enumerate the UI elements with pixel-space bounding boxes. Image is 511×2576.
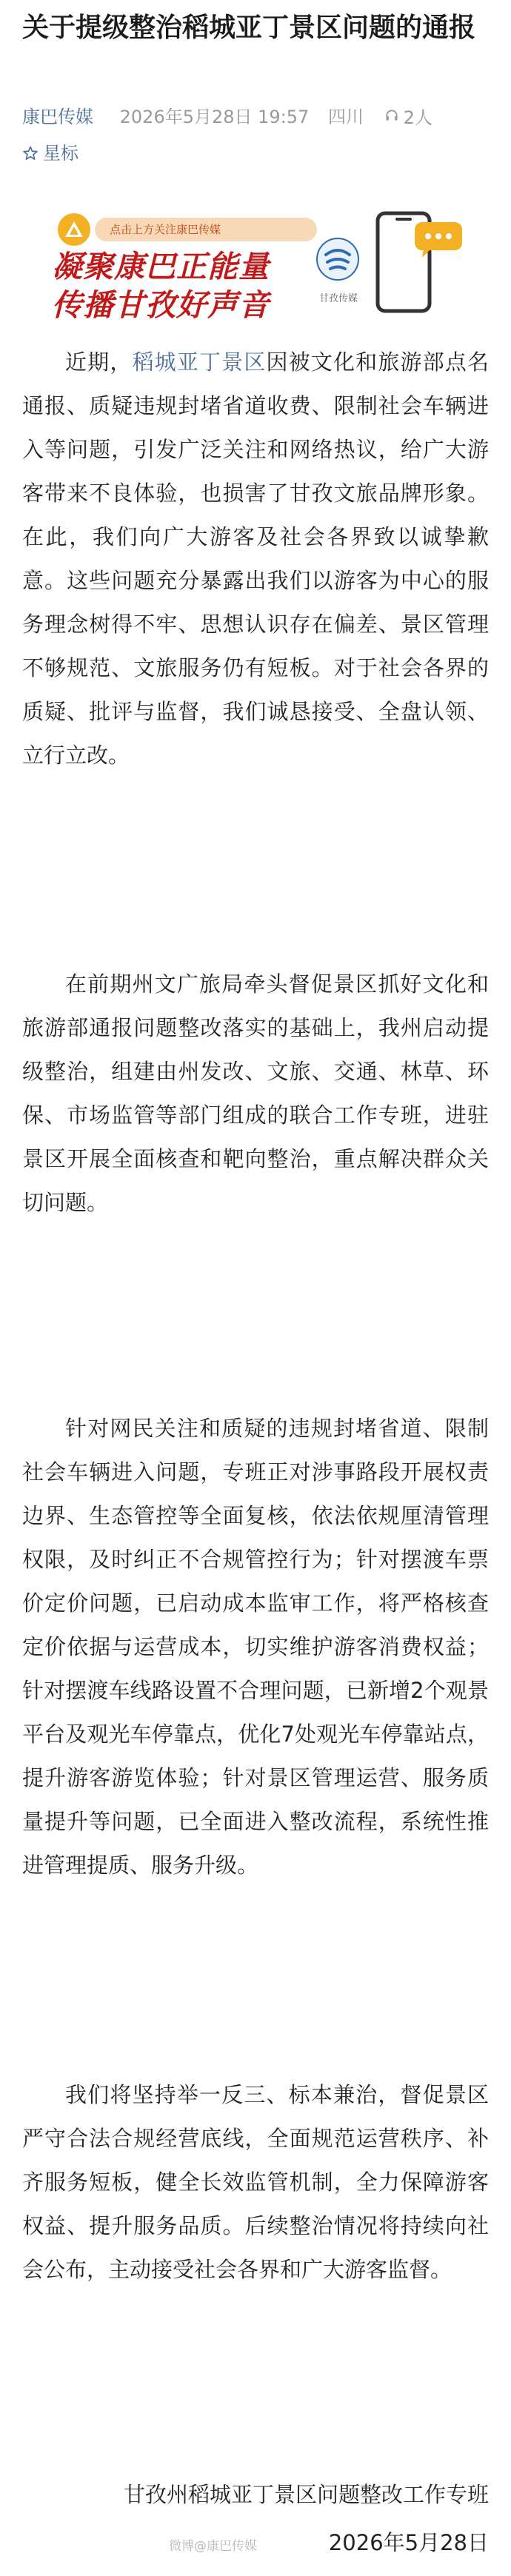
- headphone-icon: [384, 108, 399, 123]
- paragraph-3: 针对网民关注和质疑的违规封堵省道、限制社会车辆进入问题，专班正对涉事路段开展权责边界、生态管控等全面复核，依法依规厘清管理权限，及时纠正不合规管控行为；针对摆渡车票价定价问题，已启动成本监审工作，将严格核查定价依据与运营成本，切实维护游客消费权益；针对摆渡车线路设置不合理问题，已新增2个观景平台及观光车停靠点，优化7处观光车停靠站点，提升游客游览体验；针对景区管理运营、服务质量提升等问题，已全面进入整改流程，系统性推进管理提质、服务升级。: [22, 1416, 489, 1878]
- kangba-logo: [58, 213, 90, 246]
- follow-text: 点击上方关注康巴传媒: [110, 223, 221, 236]
- listen-count[interactable]: [384, 104, 432, 130]
- paragraph-2: 在前期州文广旅局牵头督促景区抓好文化和旅游部通报问题整改落实的基础上，我州启动提级整治，组建由州发改、文旅、交通、林草、环保、市场监管等部门组成的联合工作专班，进驻景区开展全面核查和靶向整治，重点解决群众关切问题。: [22, 971, 489, 1215]
- paragraph-1-rest: 因被文化和旅游部点名通报、质疑违规封堵省道收费、限制社会车辆进入等问题，引发广泛关注和网络热议，给广大游客带来不良体验，也损害了甘孜文旅品牌形象。在此，我们向广大游客及社会各界致以诚挚歉意。这些问题充分暴露出我们以游客为中心的服务理念树得不牢、思想认识存在偏差、景区管理不够规范、文旅服务仍有短板。对于社会各界的质疑、批评与监督，我们诚恳接受、全盘认领、立行立改。: [22, 349, 489, 768]
- paragraph-1-lead: 近期，: [65, 349, 133, 375]
- paragraph-1: [22, 341, 489, 777]
- publish-date: 2026年5月28日 19:57: [119, 107, 310, 127]
- article-meta: [22, 104, 496, 129]
- source-link[interactable]: 康巴传媒: [22, 107, 93, 127]
- slogan-line-1: 凝聚康巴正能量: [52, 249, 270, 284]
- signature-date: 2026年5月28日: [328, 2530, 489, 2555]
- slogan-line-2: 传播甘孜好声音: [52, 287, 270, 323]
- media-logo-text: 甘孜传媒: [318, 293, 358, 304]
- publish-location: 四川: [327, 107, 364, 127]
- scenic-area-link[interactable]: 稻城亚丁景区: [132, 349, 267, 375]
- watermark: 微博@康巴传媒: [169, 2539, 257, 2554]
- star-button[interactable]: [22, 141, 79, 166]
- promo-banner: [43, 206, 468, 329]
- star-label: 星标: [43, 143, 79, 164]
- star-icon: [22, 145, 39, 161]
- signature-org: 甘孜州稻城亚丁景区问题整改工作专班: [123, 2482, 489, 2507]
- chat-bubble-icon: [413, 221, 464, 259]
- listen-count-label: 2人: [403, 107, 432, 128]
- media-logo-icon: [314, 235, 361, 290]
- paragraph-4: 我们将坚持举一反三、标本兼治，督促景区严守合法合规经营底线，全面规范运营秩序、补齐服务短板，健全长效监管机制，全力保障游客权益、提升服务品质。后续整治情况将持续向社会公布，主动接受社会各界和广大游客监督。: [22, 2082, 489, 2282]
- article-title: 关于提级整治稻城亚丁景区问题的通报: [22, 13, 476, 43]
